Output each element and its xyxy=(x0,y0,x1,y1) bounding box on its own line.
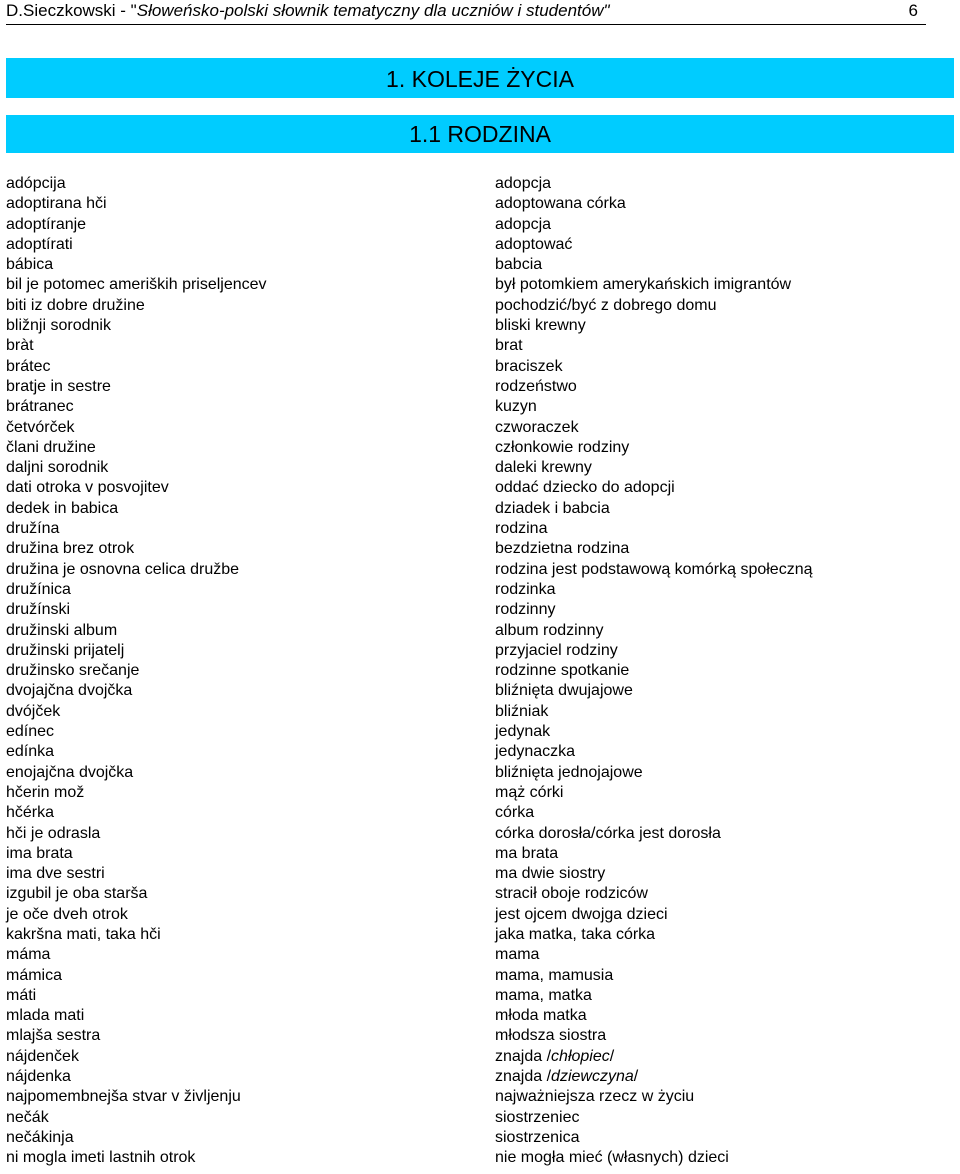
list-item xyxy=(6,641,954,661)
list-item xyxy=(6,357,954,377)
polish-translation xyxy=(495,742,575,762)
list-item xyxy=(6,296,954,316)
polish-translation xyxy=(495,357,563,377)
slovenian-term: edínka xyxy=(6,743,55,761)
slovenian-term: dvójček xyxy=(6,702,61,720)
list-item xyxy=(6,722,954,742)
polish-translation xyxy=(495,255,542,275)
polish-translation xyxy=(495,844,558,864)
slovenian-term: mlajša sestra xyxy=(6,1027,101,1045)
polish-translation-text: jedynak xyxy=(495,723,551,741)
polish-translation-italic: chłopiec xyxy=(551,1047,610,1065)
polish-translation-text: bezdzietna rodzina xyxy=(495,540,630,558)
polish-translation-text: kuzyn xyxy=(495,398,537,416)
polish-translation-text: stracił oboje rodziców xyxy=(495,885,648,903)
slovenian-term: edínec xyxy=(6,723,55,741)
slovenian-term: družínica xyxy=(6,580,71,598)
header-author: D.Sieczkowski - " xyxy=(6,1,137,20)
list-item xyxy=(6,235,954,255)
list-item xyxy=(6,1006,954,1026)
polish-translation xyxy=(495,275,791,295)
list-item xyxy=(6,255,954,275)
polish-translation-text: mama xyxy=(495,946,540,964)
slovenian-term: dati otroka v posvojitev xyxy=(6,479,169,497)
list-item xyxy=(6,1148,954,1168)
polish-translation xyxy=(495,681,633,701)
polish-translation xyxy=(495,194,626,214)
polish-translation xyxy=(495,296,716,316)
polish-translation xyxy=(495,418,579,438)
polish-translation xyxy=(495,783,563,803)
polish-translation xyxy=(495,803,534,823)
polish-translation-text: mama, matka xyxy=(495,986,592,1004)
list-item xyxy=(6,824,954,844)
polish-translation-text: ma brata xyxy=(495,844,559,862)
list-item xyxy=(6,336,954,356)
section-title: 1.1 RODZINA xyxy=(6,115,954,153)
polish-translation xyxy=(495,1006,587,1026)
polish-translation-text: pochodzić/być z dobrego domu xyxy=(495,296,717,314)
polish-translation xyxy=(495,1148,729,1168)
polish-translation xyxy=(495,215,551,235)
list-item xyxy=(6,661,954,681)
polish-translation xyxy=(495,336,523,356)
slovenian-term: družinsko srečanje xyxy=(6,662,140,680)
slovenian-term: nečákinja xyxy=(6,1128,74,1146)
polish-translation-text: bliźniak xyxy=(495,702,549,720)
slovenian-term: najpomembnejša stvar v življenju xyxy=(6,1088,241,1106)
slovenian-term: dedek in babica xyxy=(6,499,119,517)
polish-translation xyxy=(495,499,610,519)
chapter-title: 1. KOLEJE ŻYCIA xyxy=(6,58,954,98)
slovenian-term: dvojajčna dvojčka xyxy=(6,682,133,700)
polish-translation xyxy=(495,580,555,600)
polish-translation-text: babcia xyxy=(495,256,543,274)
polish-translation xyxy=(495,1087,694,1107)
polish-translation-text: bliźnięta dwujajowe xyxy=(495,682,633,700)
slovenian-term: ima brata xyxy=(6,844,73,862)
slovenian-term: družinski album xyxy=(6,621,118,639)
polish-translation xyxy=(495,1108,579,1128)
polish-translation xyxy=(495,458,592,478)
list-item xyxy=(6,519,954,539)
slovenian-term: četvórček xyxy=(6,418,75,436)
polish-translation-text: znajda / xyxy=(495,1047,552,1065)
list-item xyxy=(6,1026,954,1046)
polish-translation xyxy=(495,235,572,255)
polish-translation xyxy=(495,641,618,661)
slovenian-term: hčerin mož xyxy=(6,783,85,801)
polish-translation-text: adoptowana córka xyxy=(495,195,626,213)
polish-translation xyxy=(495,702,548,722)
polish-translation-text: ma dwie siostry xyxy=(495,865,606,883)
polish-translation xyxy=(495,377,577,397)
slovenian-term: biti iz dobre družine xyxy=(6,296,145,314)
polish-translation xyxy=(495,478,675,498)
polish-translation xyxy=(495,925,655,945)
slovenian-term: hči je odrasla xyxy=(6,824,101,842)
slovenian-term: bratje in sestre xyxy=(6,377,111,395)
slovenian-term: ima dve sestri xyxy=(6,865,105,883)
polish-translation-italic: dziewczyna xyxy=(551,1068,634,1086)
polish-translation-text: adopcja xyxy=(495,215,552,233)
polish-translation-text: jest ojcem dwojga dzieci xyxy=(495,905,668,923)
list-item xyxy=(6,499,954,519)
list-item xyxy=(6,1108,954,1128)
entry-list xyxy=(6,174,954,1169)
slovenian-term: adoptírati xyxy=(6,235,73,253)
polish-translation-text: album rodzinny xyxy=(495,621,604,639)
polish-translation xyxy=(495,600,555,620)
polish-translation xyxy=(495,1067,638,1087)
polish-translation-text: najważniejsza rzecz w życiu xyxy=(495,1088,695,1106)
polish-translation xyxy=(495,316,586,336)
polish-translation xyxy=(495,722,550,742)
slovenian-term: máma xyxy=(6,946,51,964)
polish-translation xyxy=(495,824,721,844)
polish-translation-text: bliźnięta jednojajowe xyxy=(495,763,643,781)
polish-translation-text: dziadek i babcia xyxy=(495,499,610,517)
polish-translation-suffix: / xyxy=(609,1047,615,1065)
slovenian-term: máti xyxy=(6,986,37,1004)
polish-translation-text: siostrzeniec xyxy=(495,1108,580,1126)
slovenian-term: bábica xyxy=(6,256,54,274)
list-item xyxy=(6,803,954,823)
slovenian-term: brátec xyxy=(6,357,51,375)
slovenian-term: adópcija xyxy=(6,175,66,192)
polish-translation xyxy=(495,1047,614,1067)
polish-translation-text: przyjaciel rodziny xyxy=(495,641,618,659)
polish-translation-text: czworaczek xyxy=(495,418,579,436)
polish-translation-text: znajda / xyxy=(495,1068,552,1086)
slovenian-term: ni mogla imeti lastnih otrok xyxy=(6,1149,196,1167)
list-item xyxy=(6,702,954,722)
slovenian-term: izgubil je oba starša xyxy=(6,885,148,903)
polish-translation xyxy=(495,560,813,580)
polish-translation xyxy=(495,438,629,458)
slovenian-term: daljni sorodnik xyxy=(6,459,109,477)
polish-translation-text: członkowie rodziny xyxy=(495,438,630,456)
list-item xyxy=(6,844,954,864)
polish-translation xyxy=(495,621,604,641)
polish-translation-text: adoptować xyxy=(495,235,573,253)
list-item xyxy=(6,397,954,417)
polish-translation-text: rodzina xyxy=(495,520,548,538)
slovenian-term: hčérka xyxy=(6,804,55,822)
slovenian-term: družina je osnovna celica družbe xyxy=(6,560,240,578)
list-item xyxy=(6,377,954,397)
polish-translation-text: mąż córki xyxy=(495,783,564,801)
polish-translation-text: braciszek xyxy=(495,357,563,375)
polish-translation-text: bliski krewny xyxy=(495,317,586,335)
slovenian-term: mámica xyxy=(6,966,63,984)
list-item xyxy=(6,194,954,214)
polish-translation-text: oddać dziecko do adopcji xyxy=(495,479,675,497)
polish-translation-text: rodzinny xyxy=(495,601,556,619)
polish-translation xyxy=(495,1128,579,1148)
polish-translation-text: rodzinne spotkanie xyxy=(495,662,630,680)
slovenian-term: brátranec xyxy=(6,398,74,416)
polish-translation-text: daleki krewny xyxy=(495,459,592,477)
list-item xyxy=(6,621,954,641)
slovenian-term: je oče dveh otrok xyxy=(6,905,128,923)
list-item xyxy=(6,1067,954,1087)
list-item xyxy=(6,1047,954,1067)
slovenian-term: člani družine xyxy=(6,438,96,456)
list-item xyxy=(6,316,954,336)
polish-translation-text: jedynaczka xyxy=(495,743,576,761)
polish-translation-text: brat xyxy=(495,337,523,355)
list-item xyxy=(6,438,954,458)
polish-translation xyxy=(495,905,668,925)
page-number: 6 xyxy=(908,1,918,20)
list-item xyxy=(6,580,954,600)
polish-translation xyxy=(495,945,539,965)
list-item xyxy=(6,884,954,904)
list-item xyxy=(6,763,954,783)
polish-translation xyxy=(495,986,592,1006)
polish-translation-text: siostrzenica xyxy=(495,1128,580,1146)
slovenian-term: bil je potomec ameriških priseljencev xyxy=(6,276,267,294)
list-item xyxy=(6,418,954,438)
polish-translation-text: córka dorosła/córka jest dorosła xyxy=(495,824,721,842)
page-header xyxy=(6,0,926,25)
polish-translation xyxy=(495,174,551,194)
polish-translation xyxy=(495,519,547,539)
list-item xyxy=(6,1087,954,1107)
polish-translation-text: rodzeństwo xyxy=(495,377,577,395)
polish-translation xyxy=(495,1026,606,1046)
list-item xyxy=(6,600,954,620)
list-item xyxy=(6,458,954,478)
polish-translation-text: córka xyxy=(495,804,535,822)
polish-translation-text: młoda matka xyxy=(495,1007,587,1025)
slovenian-term: nečák xyxy=(6,1108,49,1126)
slovenian-term: bràt xyxy=(6,337,34,355)
slovenian-term: adoptirana hči xyxy=(6,195,107,213)
list-item xyxy=(6,864,954,884)
list-item xyxy=(6,742,954,762)
slovenian-term: adoptíranje xyxy=(6,215,87,233)
polish-translation-text: adopcja xyxy=(495,175,552,192)
slovenian-term: družínski xyxy=(6,601,71,619)
slovenian-term: družína xyxy=(6,520,60,538)
list-item xyxy=(6,560,954,580)
slovenian-term: enojajčna dvojčka xyxy=(6,763,134,781)
polish-translation-text: nie mogła mieć (własnych) dzieci xyxy=(495,1149,729,1167)
list-item xyxy=(6,783,954,803)
slovenian-term: družinski prijatelj xyxy=(6,641,125,659)
slovenian-term: družina brez otrok xyxy=(6,540,135,558)
polish-translation xyxy=(495,884,648,904)
polish-translation-text: młodsza siostra xyxy=(495,1027,607,1045)
list-item xyxy=(6,1128,954,1148)
list-item xyxy=(6,275,954,295)
polish-translation xyxy=(495,864,605,884)
polish-translation-text: rodzina jest podstawową komórką społeczną xyxy=(495,560,813,578)
polish-translation-text: rodzinka xyxy=(495,580,556,598)
polish-translation xyxy=(495,397,537,417)
header-book-title: Słoweńsko-polski słownik tematyczny dla uczniów i studentów" xyxy=(136,1,610,20)
polish-translation-suffix: / xyxy=(633,1068,639,1086)
list-item xyxy=(6,478,954,498)
polish-translation xyxy=(495,539,629,559)
slovenian-term: kakršna mati, taka hči xyxy=(6,925,161,943)
polish-translation xyxy=(495,763,643,783)
polish-translation-text: mama, mamusia xyxy=(495,966,614,984)
polish-translation-text: jaka matka, taka córka xyxy=(495,925,656,943)
list-item xyxy=(6,966,954,986)
slovenian-term: nájdenka xyxy=(6,1068,71,1086)
polish-translation xyxy=(495,661,629,681)
list-item xyxy=(6,986,954,1006)
list-item xyxy=(6,174,954,194)
list-item xyxy=(6,681,954,701)
slovenian-term: bližnji sorodnik xyxy=(6,317,111,335)
list-item xyxy=(6,925,954,945)
list-item xyxy=(6,215,954,235)
polish-translation-text: był potomkiem amerykańskich imigrantów xyxy=(495,276,792,294)
slovenian-term: nájdenček xyxy=(6,1047,79,1065)
list-item xyxy=(6,905,954,925)
polish-translation xyxy=(495,966,613,986)
list-item xyxy=(6,945,954,965)
slovenian-term: mlada mati xyxy=(6,1007,85,1025)
list-item xyxy=(6,539,954,559)
